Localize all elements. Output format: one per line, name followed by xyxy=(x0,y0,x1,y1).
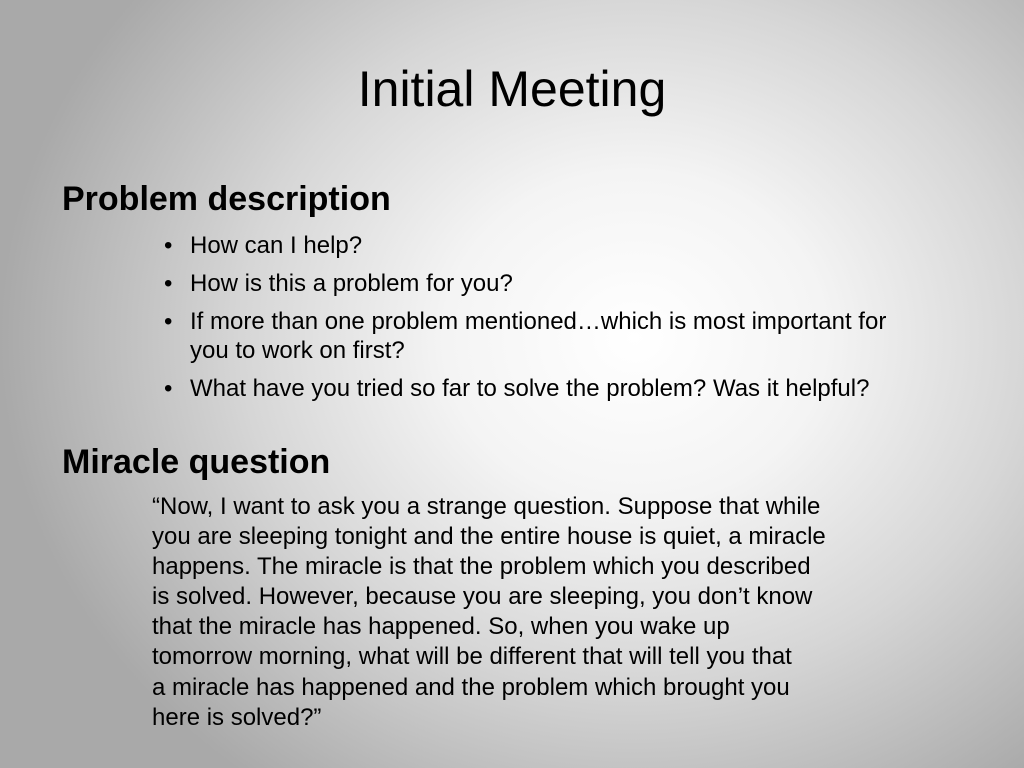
bullet-dot: • xyxy=(164,270,173,297)
bullet-dot: • xyxy=(164,232,173,259)
miracle-question-quote: “Now, I want to ask you a strange question. Suppose that while you are sleeping tonight and the entire house is quiet, a miracle happens. The miracle is that the problem which you described is solved. However, because you are sleeping, you don’t know that the miracle has happened. So, when you wake up tomorrow morning, what will be different that will tell you that a miracle has happened and the problem which brought you here is solved?” xyxy=(152,493,826,731)
bullet-dot: • xyxy=(164,375,173,402)
problem-description-heading: Problem description xyxy=(62,180,391,218)
slide-title: Initial Meeting xyxy=(357,61,667,117)
bullet-text: What have you tried so far to solve the problem? Was it helpful? xyxy=(190,375,870,402)
bullet-item xyxy=(162,231,922,260)
miracle-question-heading: Miracle question xyxy=(62,443,331,481)
bullet-text: If more than one problem mentioned…which is most important for you to work on first? xyxy=(190,308,887,364)
bullet-text: How is this a problem for you? xyxy=(190,270,513,297)
bullet-item xyxy=(162,269,922,298)
problem-bullet-list xyxy=(162,231,922,412)
bullet-text: How can I help? xyxy=(190,232,363,259)
bullet-item xyxy=(162,307,922,365)
bullet-dot: • xyxy=(164,308,173,335)
bullet-item xyxy=(162,374,922,403)
